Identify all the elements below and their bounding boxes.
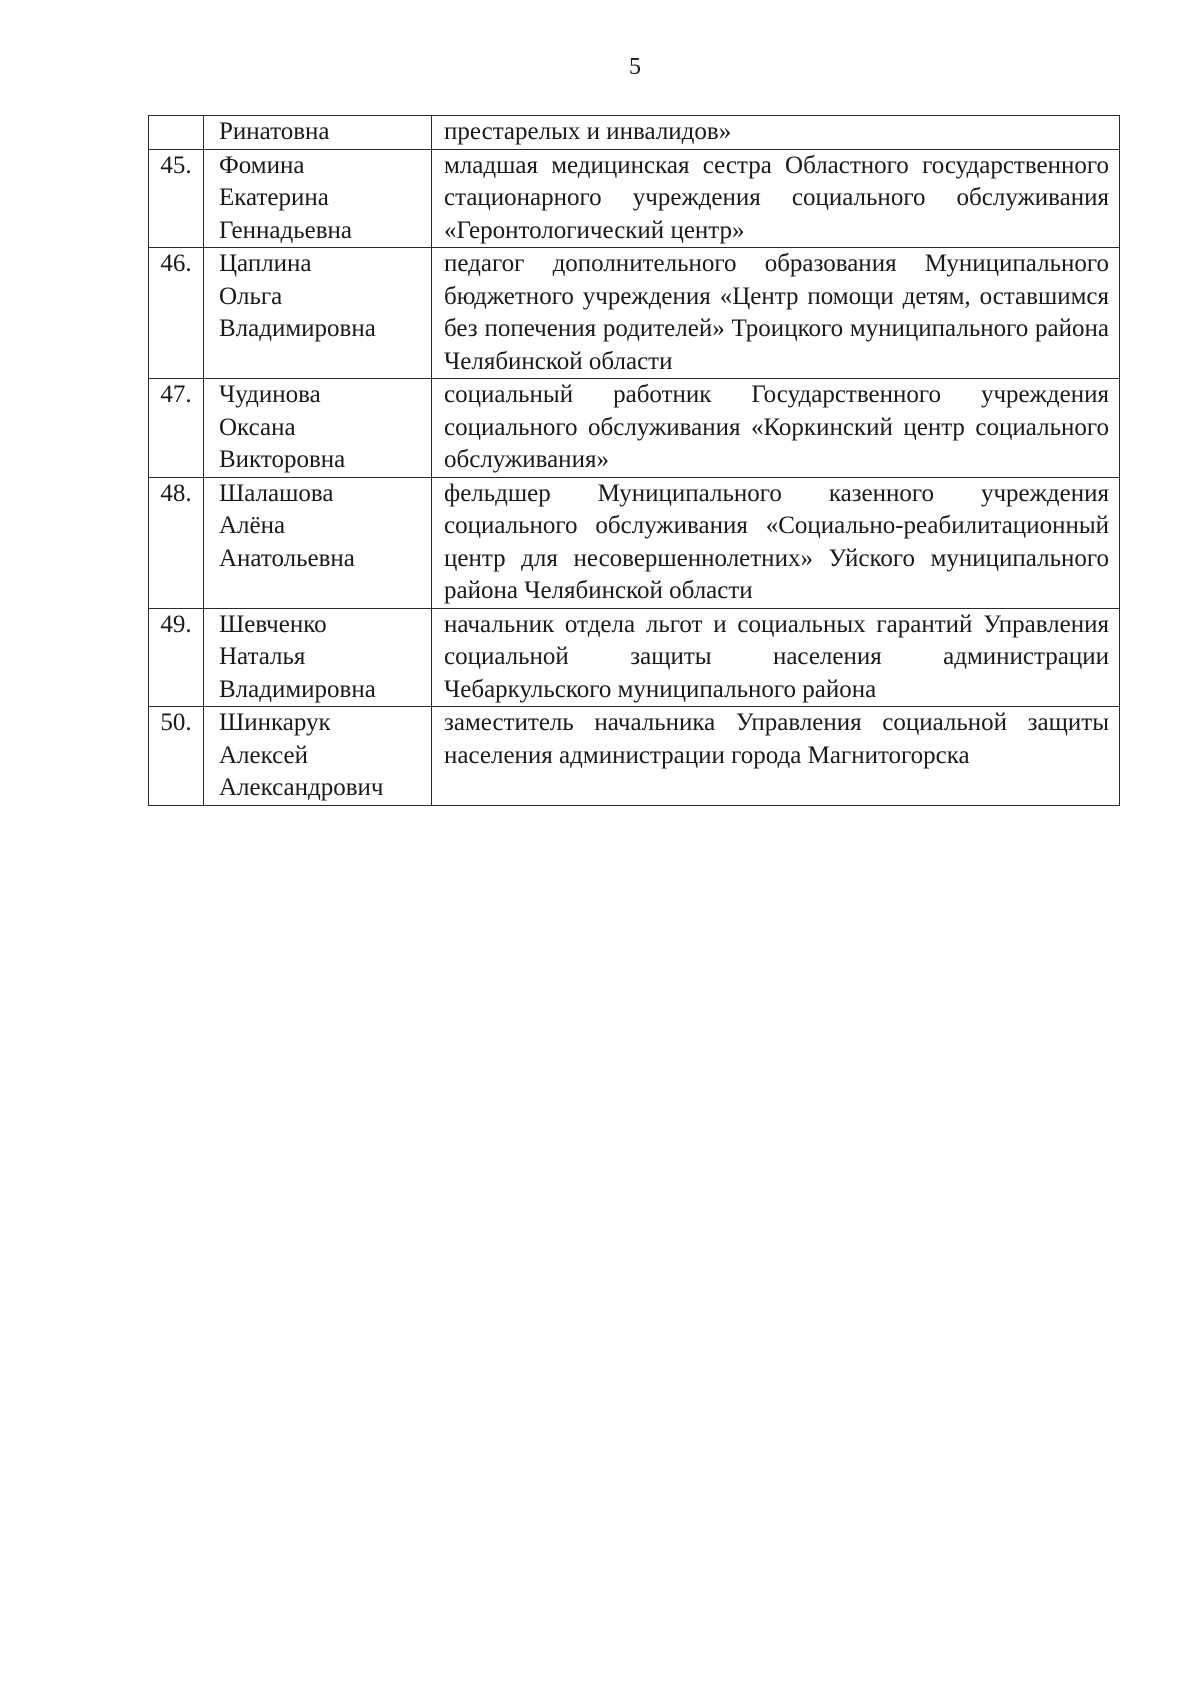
person-name (204, 379, 432, 478)
name-line: Наталья (219, 643, 306, 670)
position-text: педагог дополнительного образования Муниципального бюджетного учреждения «Центр помощи детям, оставшимся без попечения родителей» Троицкого муниципального района Челябинской области (444, 250, 1109, 375)
person-name (204, 477, 432, 608)
name-line: Чудинова (219, 381, 321, 408)
row-number: 48. (149, 477, 204, 608)
name-line: Ольга (219, 282, 283, 310)
person-name (204, 248, 432, 379)
awardees-table (148, 115, 1120, 806)
position-description (432, 477, 1120, 608)
row-number (149, 116, 204, 150)
person-name (204, 149, 432, 248)
row-number: 46. (149, 248, 204, 379)
position-description (432, 248, 1120, 379)
table-row (149, 477, 1120, 608)
name-line: Анатольевна (219, 544, 355, 572)
position-description (432, 379, 1120, 478)
row-number: 49. (149, 608, 204, 707)
position-description (432, 707, 1120, 806)
position-text: заместитель начальника Управления социальной защиты населения администрации города Магнитогорска (444, 709, 1109, 769)
name-line: Алексей (219, 741, 309, 769)
position-description (432, 608, 1120, 707)
row-number: 47. (149, 379, 204, 478)
person-name (204, 608, 432, 707)
person-name (204, 707, 432, 806)
page-number: 5 (629, 54, 641, 80)
table-row (149, 116, 1120, 150)
name-line: Шалашова (219, 479, 334, 507)
position-text: младшая медицинская сестра Областного государственного стационарного учреждения социального обслуживания «Геронтологический центр» (444, 151, 1109, 244)
name-line: Шинкарук (219, 709, 331, 736)
name-line: Владимировна (219, 675, 376, 703)
position-text: престарелых и инвалидов» (444, 118, 732, 145)
table-row (149, 379, 1120, 478)
position-text: социальный работник Государственного учреждения социального обслуживания «Коркинский центр социального обслуживания» (444, 381, 1109, 473)
name-line: Владимировна (219, 315, 376, 342)
row-number: 50. (149, 707, 204, 806)
name-line: Фомина (219, 151, 305, 179)
name-line: Ринатовна (219, 118, 330, 145)
name-line: Александрович (219, 774, 384, 801)
table-row (149, 707, 1120, 806)
name-line: Оксана (219, 413, 296, 441)
position-text: фельдшер Муниципального казенного учреждения социального обслуживания «Социально-реабилитационный центр для несовершеннолетних» Уйского муниципального района Челябинской области (444, 479, 1109, 604)
name-line: Геннадьевна (219, 216, 352, 244)
table-row (149, 248, 1120, 379)
position-description (432, 116, 1120, 150)
name-line: Шевченко (219, 610, 327, 638)
name-line: Викторовна (219, 446, 346, 473)
name-line: Цаплина (219, 250, 312, 277)
name-line: Екатерина (219, 184, 329, 211)
row-number: 45. (149, 149, 204, 248)
position-text: начальник отдела льгот и социальных гарантий Управления социальной защиты населения администрации Чебаркульского муниципального района (444, 610, 1109, 703)
table-row (149, 149, 1120, 248)
person-name (204, 116, 432, 150)
table-row (149, 608, 1120, 707)
name-line: Алёна (219, 512, 286, 539)
position-description (432, 149, 1120, 248)
